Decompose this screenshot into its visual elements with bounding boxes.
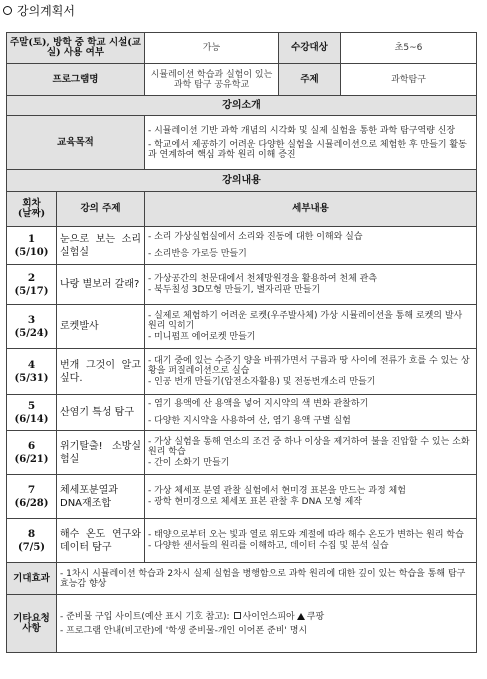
program-value: 시뮬레이션 학습과 실험이 있는 과학 탐구 공유학교 xyxy=(145,64,279,96)
session-number: 4 (5/31) xyxy=(7,349,57,395)
detail-item: - 소리 가상실험실에서 소리와 진동에 대한 이해와 실습 xyxy=(148,232,363,242)
session-details xyxy=(145,519,477,563)
session-details xyxy=(145,395,477,431)
info-row-availability xyxy=(7,33,477,64)
session-row xyxy=(7,519,477,563)
detail-item: - 광학 현미경으로 체세포 표본 관찰 후 DNA 모형 제작 xyxy=(148,496,363,507)
other-label: 기타요청사항 xyxy=(7,595,57,653)
session-number: 5 (6/14) xyxy=(7,395,57,431)
session-number: 1 (5/10) xyxy=(7,227,57,265)
intro-band-row xyxy=(7,96,477,116)
session-details xyxy=(145,431,477,475)
theme-label: 주제 xyxy=(279,64,341,96)
intro-band: 강의소개 xyxy=(7,96,477,116)
target-label: 수강대상 xyxy=(279,33,341,64)
document-title-text: 강의계획서 xyxy=(17,3,75,18)
session-topic: 해수 온도 연구와 데이터 탐구 xyxy=(57,519,145,563)
goal-line-2: - 학교에서 제공하기 어려운 다양한 실험을 시뮬레이션으로 체험한 후 만들기 활동과 연계하여 핵심 과학 원리 이해 증진 xyxy=(148,139,467,160)
detail-item: - 태양으로부터 오는 빛과 열로 위도와 계절에 따라 해수 온도가 변하는 원리 학습 xyxy=(148,530,464,540)
session-topic: 위기탈출! 소방실험실 xyxy=(57,431,145,475)
session-row xyxy=(7,349,477,395)
detail-item: - 가상공간의 천문대에서 천체망원경을 활용하여 천체 관측 xyxy=(148,274,378,284)
detail-item: - 간이 소화기 만들기 xyxy=(148,457,230,468)
session-topic: 체세포분열과 DNA재조합 xyxy=(57,475,145,519)
goal-label: 교육목적 xyxy=(7,116,145,170)
detail-item: - 대기 중에 있는 수증기 양을 바꿔가면서 구름과 땅 사이에 전류가 흐를 수 있는 상황을 퍼질레이션으로 실습 xyxy=(148,355,470,377)
session-number: 3 (5/24) xyxy=(7,305,57,349)
detail-item: - 소리반응 가로등 만들기 xyxy=(148,248,247,259)
square-icon xyxy=(234,612,241,619)
lecture-plan-table xyxy=(6,32,477,653)
other-line-1: - 준비물 구입 사이트(예산 표시 기호 참고): 사이언스피아 쿠팡 xyxy=(60,611,325,622)
session-row xyxy=(7,395,477,431)
detail-item: - 염기 용액에 산 용액을 넣어 지시약의 색 변화 관찰하기 xyxy=(148,399,369,409)
info-row-program xyxy=(7,64,477,96)
target-value: 초5~6 xyxy=(341,33,477,64)
session-details xyxy=(145,305,477,349)
session-details xyxy=(145,227,477,265)
availability-label: 주말(토), 방학 중 학교 시설(교실) 사용 여부 xyxy=(7,33,145,64)
session-details xyxy=(145,349,477,395)
detail-item: - 가상 체세포 분열 관찰 실험에서 현미경 표본을 만드는 과정 체험 xyxy=(148,486,406,496)
other-line-2: - 프로그램 안내(비고란)에 '학생 준비물-개인 이어폰 준비' 명시 xyxy=(60,625,308,636)
other-row xyxy=(7,595,477,653)
topic-header: 강의 주제 xyxy=(57,192,145,227)
program-label: 프로그램명 xyxy=(7,64,145,96)
detail-item: - 미니펌프 에어로켓 만들기 xyxy=(148,331,256,342)
other-text xyxy=(57,595,477,653)
session-row xyxy=(7,305,477,349)
session-details xyxy=(145,265,477,305)
session-row xyxy=(7,227,477,265)
session-number: 6 (6/21) xyxy=(7,431,57,475)
session-header-line1: 회차 xyxy=(22,198,41,209)
detail-item: - 인공 번개 만들기(압전소자활용) 및 전동번개소리 만들기 xyxy=(148,376,376,387)
effect-text: - 1차시 시뮬레이션 학습과 2차시 실제 실험을 병행함으로 과학 원리에 대한 깊이 있는 학습을 통해 탐구효능감 향상 xyxy=(57,563,477,595)
goal-row xyxy=(7,116,477,170)
session-row xyxy=(7,431,477,475)
theme-value: 과학탐구 xyxy=(341,64,477,96)
session-topic: 나랑 별보러 갈래? xyxy=(57,265,145,305)
session-topic: 로켓발사 xyxy=(57,305,145,349)
goal-text xyxy=(145,116,477,170)
detail-item: - 북두칠성 3D모형 만들기, 별자리판 만들기 xyxy=(148,284,321,295)
triangle-icon xyxy=(297,613,305,620)
session-row xyxy=(7,475,477,519)
document-title xyxy=(3,1,75,19)
session-details xyxy=(145,475,477,519)
session-number: 8 (7/5) xyxy=(7,519,57,563)
availability-value: 가능 xyxy=(145,33,279,64)
detail-header: 세부내용 xyxy=(145,192,477,227)
session-number: 7 (6/28) xyxy=(7,475,57,519)
effect-row xyxy=(7,563,477,595)
session-header-line2: (날짜) xyxy=(17,208,46,219)
goal-line-1: - 시뮬레이션 기반 과학 개념의 시각화 및 실제 실험을 통한 과학 탐구역량 신장 xyxy=(148,125,456,136)
circle-bullet-icon xyxy=(3,6,12,15)
session-topic: 번개 그것이 알고 싶다. xyxy=(57,349,145,395)
content-band-row xyxy=(7,170,477,192)
detail-item: - 가상 실험을 통해 연소의 조건 중 하나 이상을 제거하여 불을 진압할 수 있는 소화 원리 학습 xyxy=(148,436,470,458)
session-row xyxy=(7,265,477,305)
session-number: 2 (5/17) xyxy=(7,265,57,305)
detail-item: - 다양한 지시약을 사용하여 산, 염기 용액 구별 실험 xyxy=(148,415,351,426)
content-header-row xyxy=(7,192,477,227)
detail-item: - 실제로 체험하기 어려운 로켓(우주발사체) 가상 시뮬레이션을 통해 로켓의 발사 원리 익히기 xyxy=(148,310,463,332)
session-topic: 산염기 특성 탐구 xyxy=(57,395,145,431)
session-header xyxy=(7,192,57,227)
content-band: 강의내용 xyxy=(7,170,477,192)
effect-label: 기대효과 xyxy=(7,563,57,595)
detail-item: - 다양한 센서들의 원리를 이해하고, 데이터 수집 및 분석 실습 xyxy=(148,540,389,551)
session-topic: 눈으로 보는 소리 실험실 xyxy=(57,227,145,265)
